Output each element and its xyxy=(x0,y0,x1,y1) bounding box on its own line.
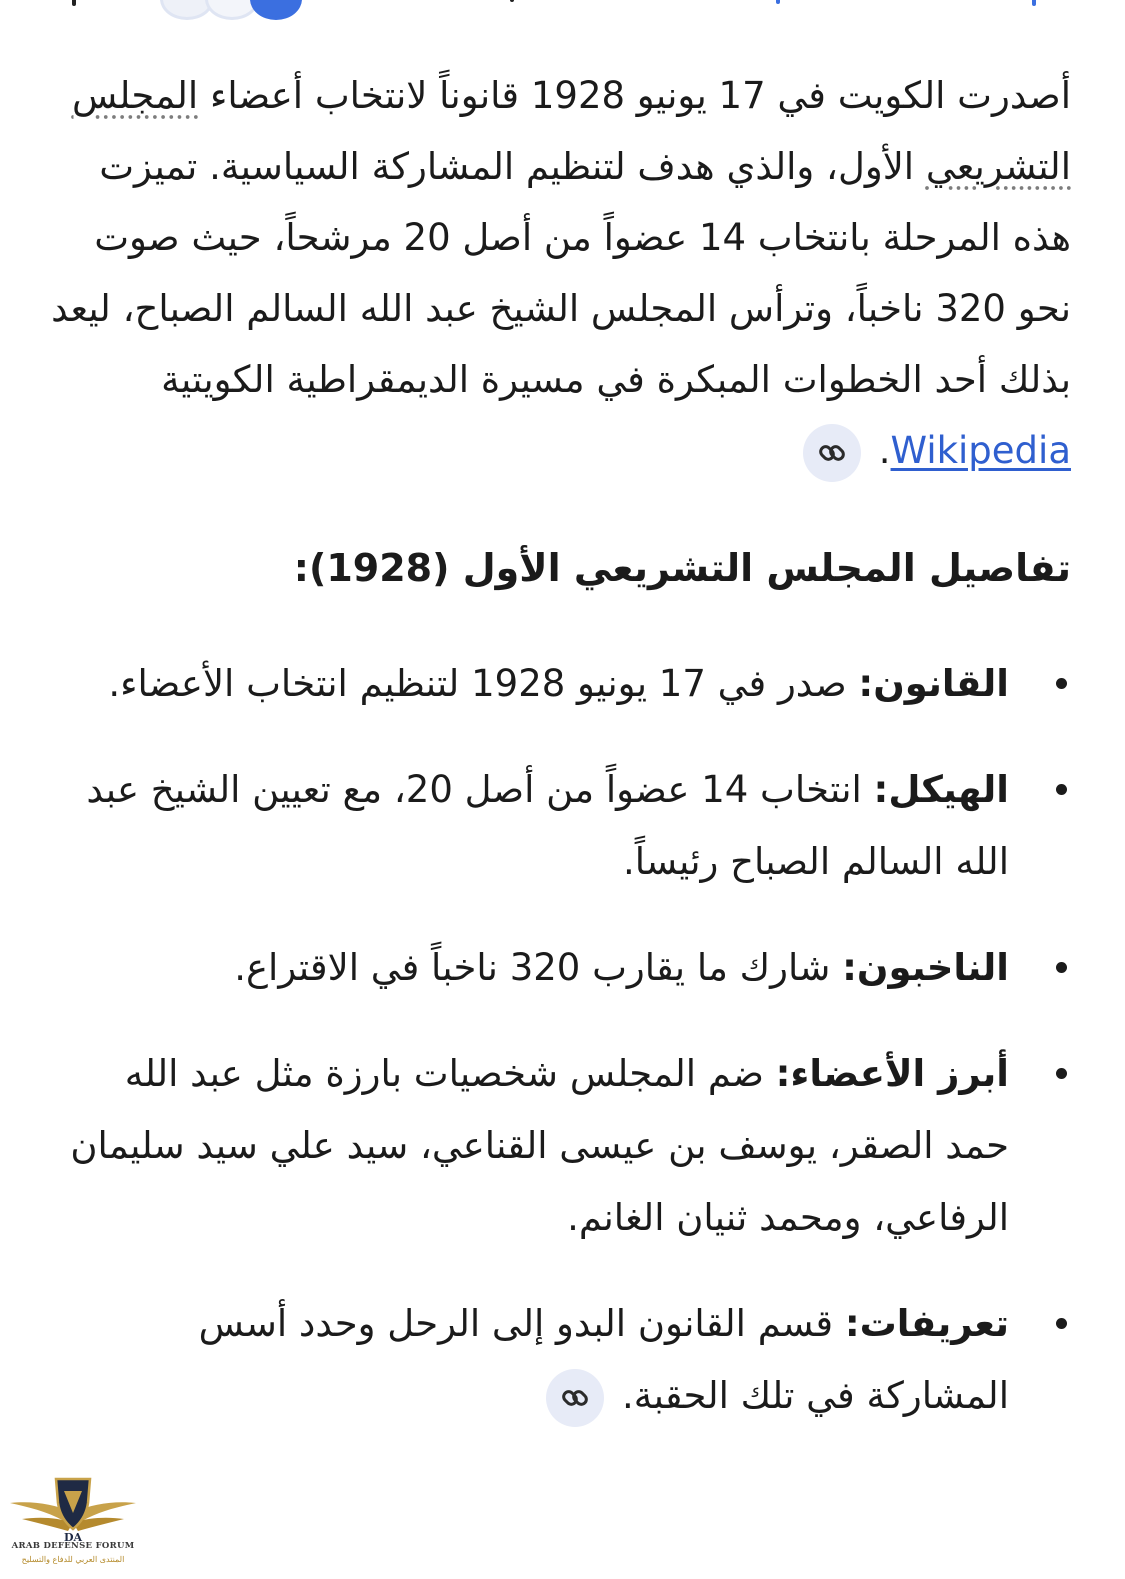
list-item xyxy=(51,1038,1071,1254)
bullet-icon xyxy=(1056,962,1067,973)
intro-paragraph xyxy=(51,60,1071,486)
source-avatar-icon xyxy=(250,0,302,20)
bullet-icon xyxy=(1056,678,1067,689)
answer-content xyxy=(51,60,1071,1466)
section-heading: تفاصيل المجلس التشريعي الأول (1928): xyxy=(293,546,1071,590)
item-text: ضم المجلس شخصيات بارزة مثل عبد الله حمد الصقر، يوسف بن عيسى القناعي، سيد علي سيد سليمان الرفاعي، ومحمد ثنيان الغانم. xyxy=(70,1052,1009,1239)
glossary-term[interactable]: المجلس التشريعي xyxy=(71,74,1071,188)
intro-text-part2: الأول، والذي هدف لتنظيم المشاركة السياسية. تميزت هذه المرحلة بانتخاب 14 عضواً من أصل 20 مرشحاً، حيث صوت نحو 320 ناخباً، وترأس المجلس الشيخ عبد الله السالم الصباح، ليعد بذلك أحد الخطوات المبكرة في مسيرة الديمقراطية الكويتية xyxy=(51,145,1071,401)
item-text: انتخاب 14 عضواً من أصل 20، مع تعيين الشيخ عبد الله السالم الصباح رئيساً. xyxy=(86,768,1009,883)
item-text: شارك ما يقارب 320 ناخباً في الاقتراع. xyxy=(234,946,843,989)
item-text: صدر في 17 يونيو 1928 لتنظيم انتخاب الأعضاء. xyxy=(108,662,859,705)
watermark-name-ar: المنتدى العربي للدفاع والتسليح xyxy=(21,1555,125,1564)
item-term: الهيكل: xyxy=(873,768,1009,811)
text-fragment xyxy=(72,0,76,6)
bullet-icon xyxy=(1056,1068,1067,1079)
list-item xyxy=(51,648,1071,720)
link-icon xyxy=(560,1383,590,1413)
forum-watermark-logo xyxy=(8,1473,138,1573)
intro-end-punct: . xyxy=(878,429,891,472)
details-list xyxy=(51,648,1071,1432)
item-text: قسم القانون البدو إلى الرحل وحدد أسس المشاركة في تلك الحقبة. xyxy=(198,1302,1009,1417)
list-item xyxy=(51,1288,1071,1432)
text-fragment xyxy=(776,0,780,4)
watermark-monogram: DA xyxy=(63,1531,83,1543)
item-term: أبرز الأعضاء: xyxy=(775,1052,1009,1095)
item-term: تعريفات: xyxy=(844,1302,1009,1345)
intro-text-part1: أصدرت الكويت في 17 يونيو 1928 قانوناً لانتخاب أعضاء xyxy=(209,74,1071,117)
item-term: الناخبون: xyxy=(842,946,1009,989)
bullet-icon xyxy=(1056,1318,1067,1329)
text-fragment xyxy=(510,0,514,2)
shield-wings-icon xyxy=(8,1473,138,1543)
source-link-chip[interactable] xyxy=(803,424,861,482)
list-item xyxy=(51,754,1071,898)
previous-content-strip xyxy=(0,0,1125,22)
text-fragment xyxy=(1032,0,1036,6)
watermark-name-en: ARAB DEFENSE FORUM xyxy=(11,1541,135,1551)
bullet-icon xyxy=(1056,784,1067,795)
link-icon xyxy=(817,438,847,468)
wikipedia-source-link[interactable]: Wikipedia xyxy=(890,429,1071,472)
source-link-chip[interactable] xyxy=(546,1369,604,1427)
item-term: القانون: xyxy=(858,662,1009,705)
list-item xyxy=(51,932,1071,1004)
